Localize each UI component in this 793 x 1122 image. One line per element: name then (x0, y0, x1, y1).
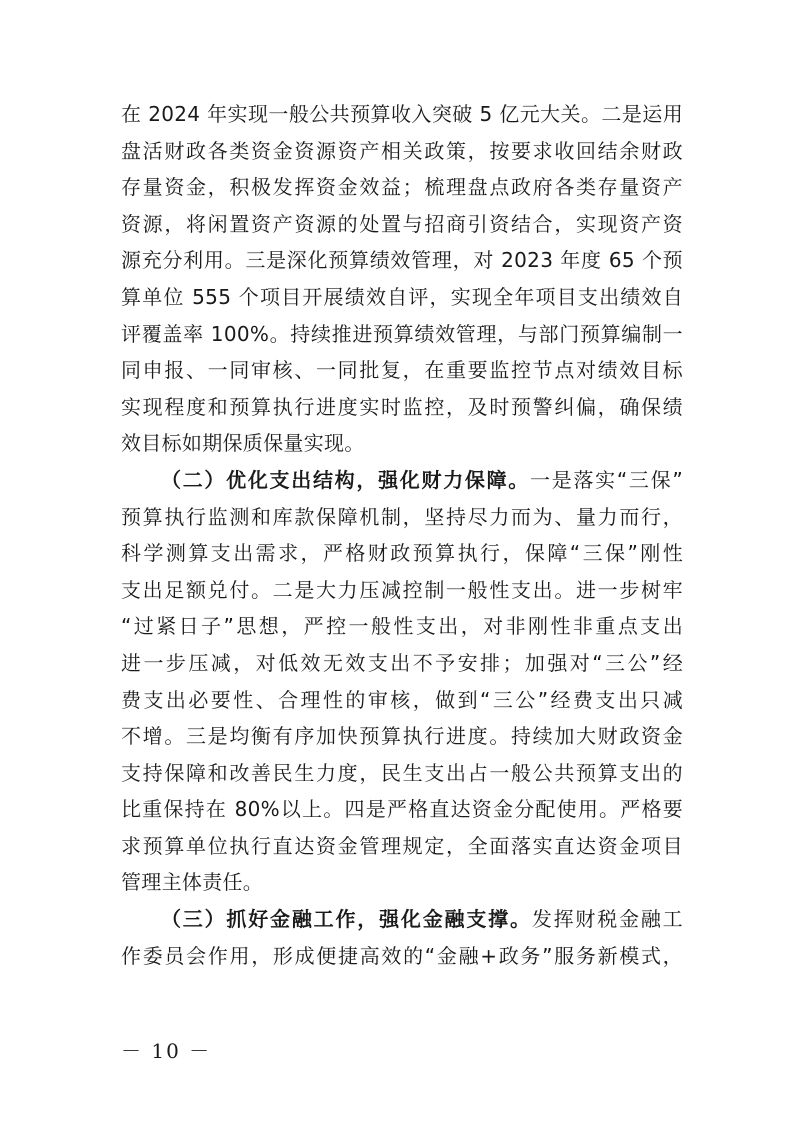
paragraph-line: 管理主体责任。 (121, 870, 264, 895)
paragraph-line: 存量资金，积极发挥资金效益；梳理盘点政府各类存量资产 (121, 175, 683, 200)
paragraph-line: 算单位 555 个项目开展绩效自评，实现全年项目支出绩效自 (121, 284, 683, 309)
paragraph-line: 效目标如期保质保量实现。 (121, 431, 365, 456)
page-number: － 10 － (121, 1039, 212, 1063)
paragraph-line: 求预算单位执行直达资金管理规定，全面落实直达资金项目 (121, 833, 683, 858)
paragraph-line: 预算执行监测和库款保障机制，坚持尽力而为、量力而行， (121, 504, 683, 529)
paragraph-line: 科学测算支出需求，严格财政预算执行，保障“三保”刚性 (121, 541, 683, 566)
section-3-first-line-text: 发挥财税金融工 (531, 907, 683, 932)
section-2-first-line (121, 462, 683, 499)
paragraph-line: 进一步压减，对低效无效支出不予安排；加强对“三公”经 (121, 650, 683, 675)
section-2-heading: （二）优化支出结构，强化财力保障。 (161, 467, 531, 492)
section-3-heading: （三）抓好金融工作，强化金融支撑。 (161, 907, 532, 932)
paragraph-line: 比重保持在 80%以上。四是严格直达资金分配使用。严格要 (121, 797, 683, 822)
paragraph-line: 支出足额兑付。二是大力压减控制一般性支出。进一步树牢 (121, 577, 683, 602)
section-3-first-line (121, 901, 683, 938)
section-2-first-line-text: 一是落实“三保” (530, 467, 684, 492)
paragraph-line: 评覆盖率 100%。持续推进预算绩效管理，与部门预算编制一 (121, 321, 683, 346)
paragraph-line: 作委员会作用，形成便捷高效的“金融+政务”服务新模式， (121, 943, 683, 968)
paragraph-line: 支持保障和改善民生力度，民生支出占一般公共预算支出的 (121, 760, 683, 785)
paragraph-line: 费支出必要性、合理性的审核，做到“三公”经费支出只减 (121, 687, 683, 712)
paragraph-line: 同申报、一同审核、一同批复，在重要监控节点对绩效目标 (121, 358, 683, 383)
paragraph-line: 盘活财政各类资金资源资产相关政策，按要求收回结余财政 (121, 138, 683, 163)
paragraph-line: 源充分利用。三是深化预算绩效管理，对 2023 年度 65 个预 (121, 248, 683, 273)
document-body (121, 96, 683, 974)
paragraph-line: 资源，将闲置资产资源的处置与招商引资结合，实现资产资 (121, 211, 683, 236)
paragraph-line: 实现程度和预算执行进度实时监控，及时预警纠偏，确保绩 (121, 394, 683, 419)
paragraph-line: 在 2024 年实现一般公共预算收入突破 5 亿元大关。二是运用 (121, 102, 683, 126)
paragraph-line: “过紧日子”思想，严控一般性支出，对非刚性非重点支出 (121, 614, 683, 639)
paragraph-line: 不增。三是均衡有序加快预算执行进度。持续加大财政资金 (121, 724, 683, 749)
